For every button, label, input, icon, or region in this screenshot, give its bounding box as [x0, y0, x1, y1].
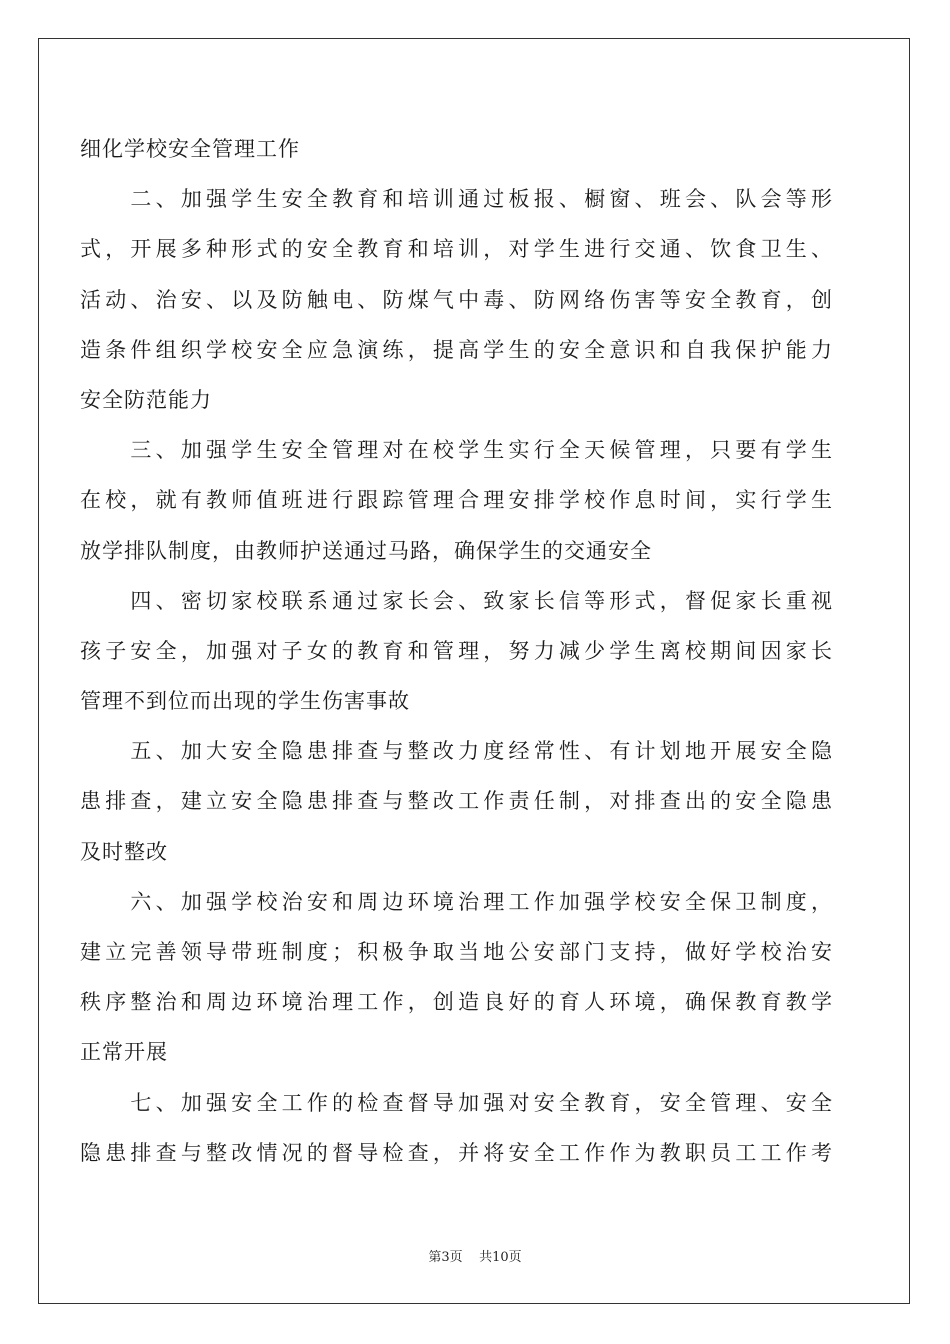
text-line: 造条件组织学校安全应急演练，提高学生的安全意识和自我保护能力: [80, 337, 832, 362]
text-line: 六、加强学校治安和周边环境治理工作加强学校安全保卫制度，: [80, 889, 832, 914]
text-line: 三、加强学生安全管理对在校学生实行全天候管理，只要有学生: [80, 438, 832, 463]
page-footer: [0, 1246, 950, 1265]
text-line: 孩子安全，加强对子女的教育和管理，努力减少学生离校期间因家长: [80, 638, 832, 663]
text-line: 二、加强学生安全教育和培训通过板报、橱窗、班会、队会等形: [80, 187, 832, 212]
text-line: 式，开展多种形式的安全教育和培训，对学生进行交通、饮食卫生、: [80, 237, 832, 262]
text-line: 正常开展: [80, 1040, 168, 1065]
text-line: 四、密切家校联系通过家长会、致家长信等形式，督促家长重视: [80, 588, 832, 613]
page-number: 第3页: [428, 1250, 463, 1265]
text-line: 及时整改: [80, 839, 168, 864]
text-line: 患排查，建立安全隐患排查与整改工作责任制，对排查出的安全隐患: [80, 789, 832, 814]
text-line: 七、加强安全工作的检查督导加强对安全教育，安全管理、安全: [80, 1090, 832, 1115]
text-line: 秩序整治和周边环境治理工作，创造良好的育人环境，确保教育教学: [80, 990, 832, 1015]
text-line: 活动、治安、以及防触电、防煤气中毒、防网络伤害等安全教育，创: [80, 287, 832, 312]
text-line: 细化学校安全管理工作: [80, 137, 300, 161]
text-line: 建立完善领导带班制度；积极争取当地公安部门支持，做好学校治安: [80, 940, 832, 964]
text-line: 放学排队制度，由教师护送通过马路，确保学生的交通安全: [80, 538, 652, 563]
document-body: [80, 124, 832, 1178]
text-line: 安全防范能力: [80, 387, 212, 412]
text-line: 管理不到位而出现的学生伤害事故: [80, 689, 410, 714]
text-line: 在校，就有教师值班进行跟踪管理合理安排学校作息时间，实行学生: [80, 488, 832, 513]
text-line: 隐患排查与整改情况的督导检查，并将安全工作作为教职员工工作考: [80, 1140, 832, 1165]
page-total: 共10页: [479, 1250, 522, 1265]
text-line: 五、加大安全隐患排查与整改力度经常性、有计划地开展安全隐: [80, 739, 832, 764]
